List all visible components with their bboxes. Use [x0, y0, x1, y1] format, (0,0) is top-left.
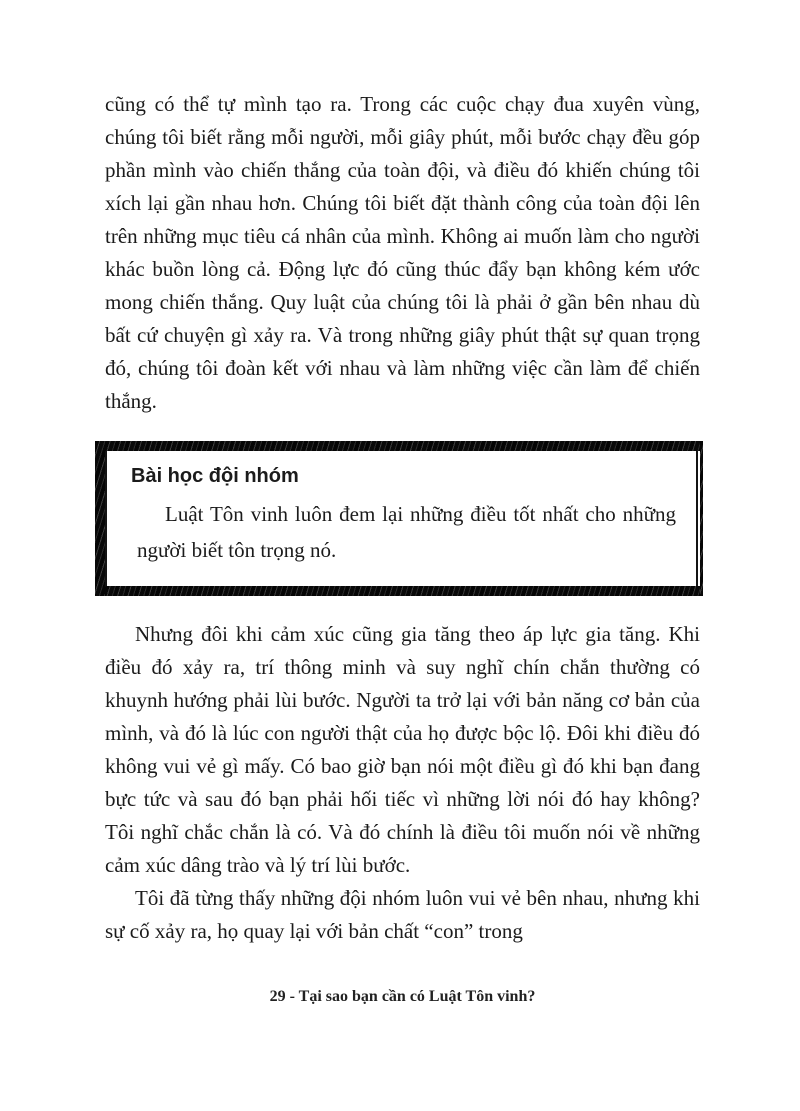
lesson-callout-box [105, 448, 698, 588]
callout-border-left-decoration [95, 441, 105, 596]
callout-border-top-decoration [95, 441, 703, 451]
callout-title: Bài học đội nhóm [131, 465, 299, 487]
paragraph-continuation: cũng có thể tự mình tạo ra. Trong các cuộc chạy đua xuyên vùng, chúng tôi biết rằng mỗi người, mỗi giây phút, mỗi bước chạy đều góp phần mình vào chiến thắng của toàn đội, và điều đó khiến chúng tôi xích lại gần nhau hơn. Chúng tôi biết đặt thành công của toàn đội lên trên những mục tiêu cá nhân của mình. Không ai muốn làm cho người khác buồn lòng cả. Động lực đó cũng thúc đẩy bạn không kém ước mong chiến thắng. Quy luật của chúng tôi là phải ở gần bên nhau dù bất cứ chuyện gì xảy ra. Và trong những giây phút thật sự quan trọng đó, chúng tôi đoàn kết với nhau và làm những việc cần làm để chiến thắng. [105, 92, 700, 413]
callout-border-right-decoration [700, 441, 703, 596]
paragraph-teams: Tôi đã từng thấy những đội nhóm luôn vui vẻ bên nhau, nhưng khi sự cố xảy ra, họ quay lại với bản chất “con” trong [105, 886, 700, 943]
callout-border-bottom-decoration [95, 586, 703, 596]
footer-page-label: 29 - Tại sao bạn cần có Luật Tôn vinh? [269, 988, 536, 1005]
callout-body: Luật Tôn vinh luôn đem lại những điều tốt nhất cho những người biết tôn trọng nó. [137, 502, 676, 562]
paragraph-emotions: Nhưng đôi khi cảm xúc cũng gia tăng theo áp lực gia tăng. Khi điều đó xảy ra, trí thông minh và suy nghĩ chín chắn thường có khuynh hướng phải lùi bước. Người ta trở lại với bản năng cơ bản của mình, và đó là lúc con người thật của họ được bộc lộ. Đôi khi điều đó không vui vẻ gì mấy. Có bao giờ bạn nói một điều gì đó khi bạn đang bực tức và sau đó bạn phải hối tiếc vì những lời nói đó hay không? Tôi nghĩ chắc chắn là có. Và đó chính là điều tôi muốn nói về những cảm xúc dâng trào và lý trí lùi bước. [105, 622, 700, 877]
